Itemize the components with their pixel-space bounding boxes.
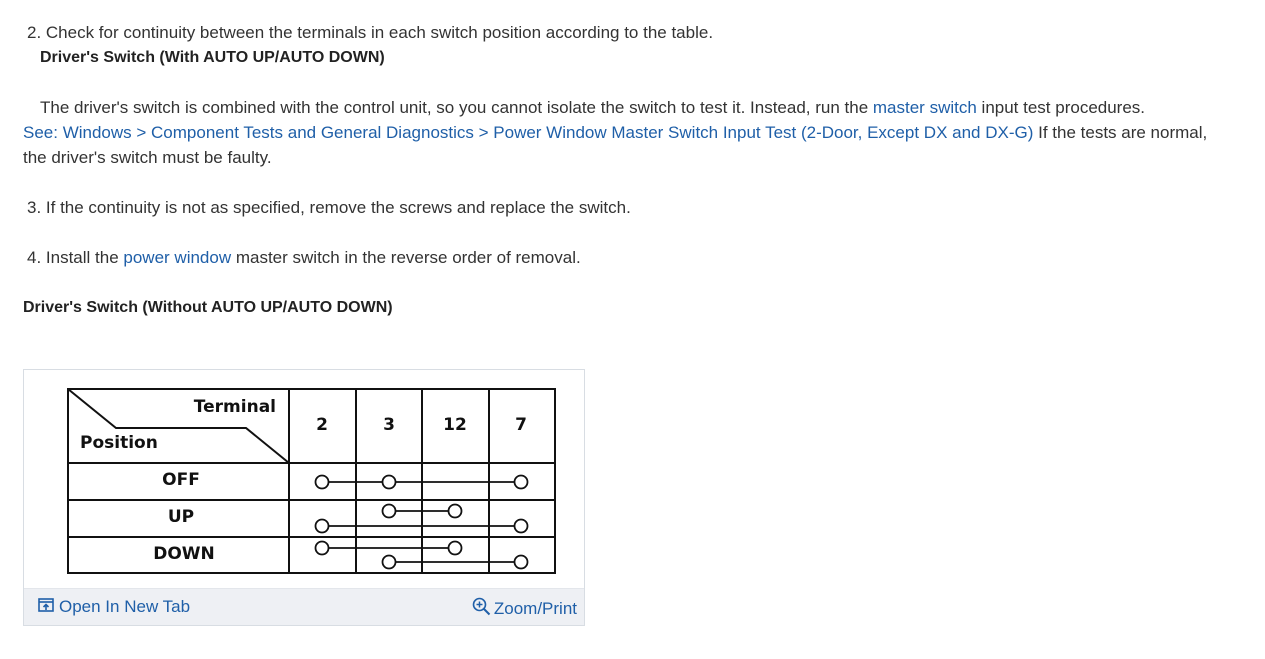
subheading-with-auto: Driver's Switch (With AUTO UP/AUTO DOWN) [40, 49, 385, 66]
terminal-node-up-12 [449, 505, 462, 518]
continuity-table-diagram [24, 370, 584, 590]
zoom-print-button[interactable] [472, 597, 577, 621]
table-frame [68, 389, 555, 573]
terminal-node-off-2 [316, 476, 329, 489]
row-label-off: OFF [162, 470, 200, 490]
row-label-down: DOWN [153, 544, 215, 564]
column-header-2: 2 [316, 415, 328, 435]
terminal-node-down-3 [383, 556, 396, 569]
paragraph-line-2 [23, 122, 1207, 144]
corner-label-position: Position [80, 433, 158, 453]
open-in-new-tab-label: Open In New Tab [59, 597, 191, 616]
terminal-node-off-7 [515, 476, 528, 489]
terminal-node-up-2 [316, 520, 329, 533]
terminal-node-down-7 [515, 556, 528, 569]
open-in-new-tab-icon [38, 597, 54, 617]
step-4-post: master switch in the reverse order of removal. [231, 248, 581, 267]
step-4-text [27, 247, 581, 269]
terminal-node-up-7 [515, 520, 528, 533]
zoom-print-label: Zoom/Print [493, 599, 577, 618]
corner-label-terminal: Terminal [193, 397, 276, 417]
paragraph-text: input test procedures. [976, 98, 1146, 117]
master-switch-link[interactable]: master switch [872, 98, 977, 117]
paragraph-line-3: the driver's switch must be faulty. [23, 148, 272, 167]
column-header-12: 12 [443, 415, 467, 435]
zoom-in-icon [472, 597, 491, 621]
paragraph-line-1 [40, 97, 1145, 119]
step-4-pre: 4. Install the [27, 248, 124, 267]
step-2-text: 2. Check for continuity between the terminals in each switch position according to the table. [27, 23, 714, 42]
terminal-node-off-3 [383, 476, 396, 489]
column-header-3: 3 [383, 415, 395, 435]
row-label-up: UP [167, 507, 195, 527]
terminal-node-down-2 [316, 542, 329, 555]
figure-footer [24, 588, 584, 625]
paragraph-text: The driver's switch is combined with the control unit, so you cannot isolate the switch to test it. Instead, run the [40, 98, 873, 117]
terminal-node-down-12 [449, 542, 462, 555]
open-in-new-tab-button[interactable] [38, 597, 190, 617]
column-header-7: 7 [515, 415, 527, 435]
terminal-node-up-3 [383, 505, 396, 518]
heading-without-auto: Driver's Switch (Without AUTO UP/AUTO DOWN) [23, 299, 393, 316]
see-input-test-link[interactable]: See: Windows > Component Tests and General Diagnostics > Power Window Master Switch Input Test (2-Door, Except DX and DX-G) [23, 123, 1034, 142]
switch-continuity-figure [23, 369, 585, 626]
paragraph-text: If the tests are normal, [1033, 123, 1208, 142]
step-3-text: 3. If the continuity is not as specified, remove the screws and replace the switch. [27, 198, 631, 217]
power-window-link[interactable]: power window [123, 248, 232, 267]
